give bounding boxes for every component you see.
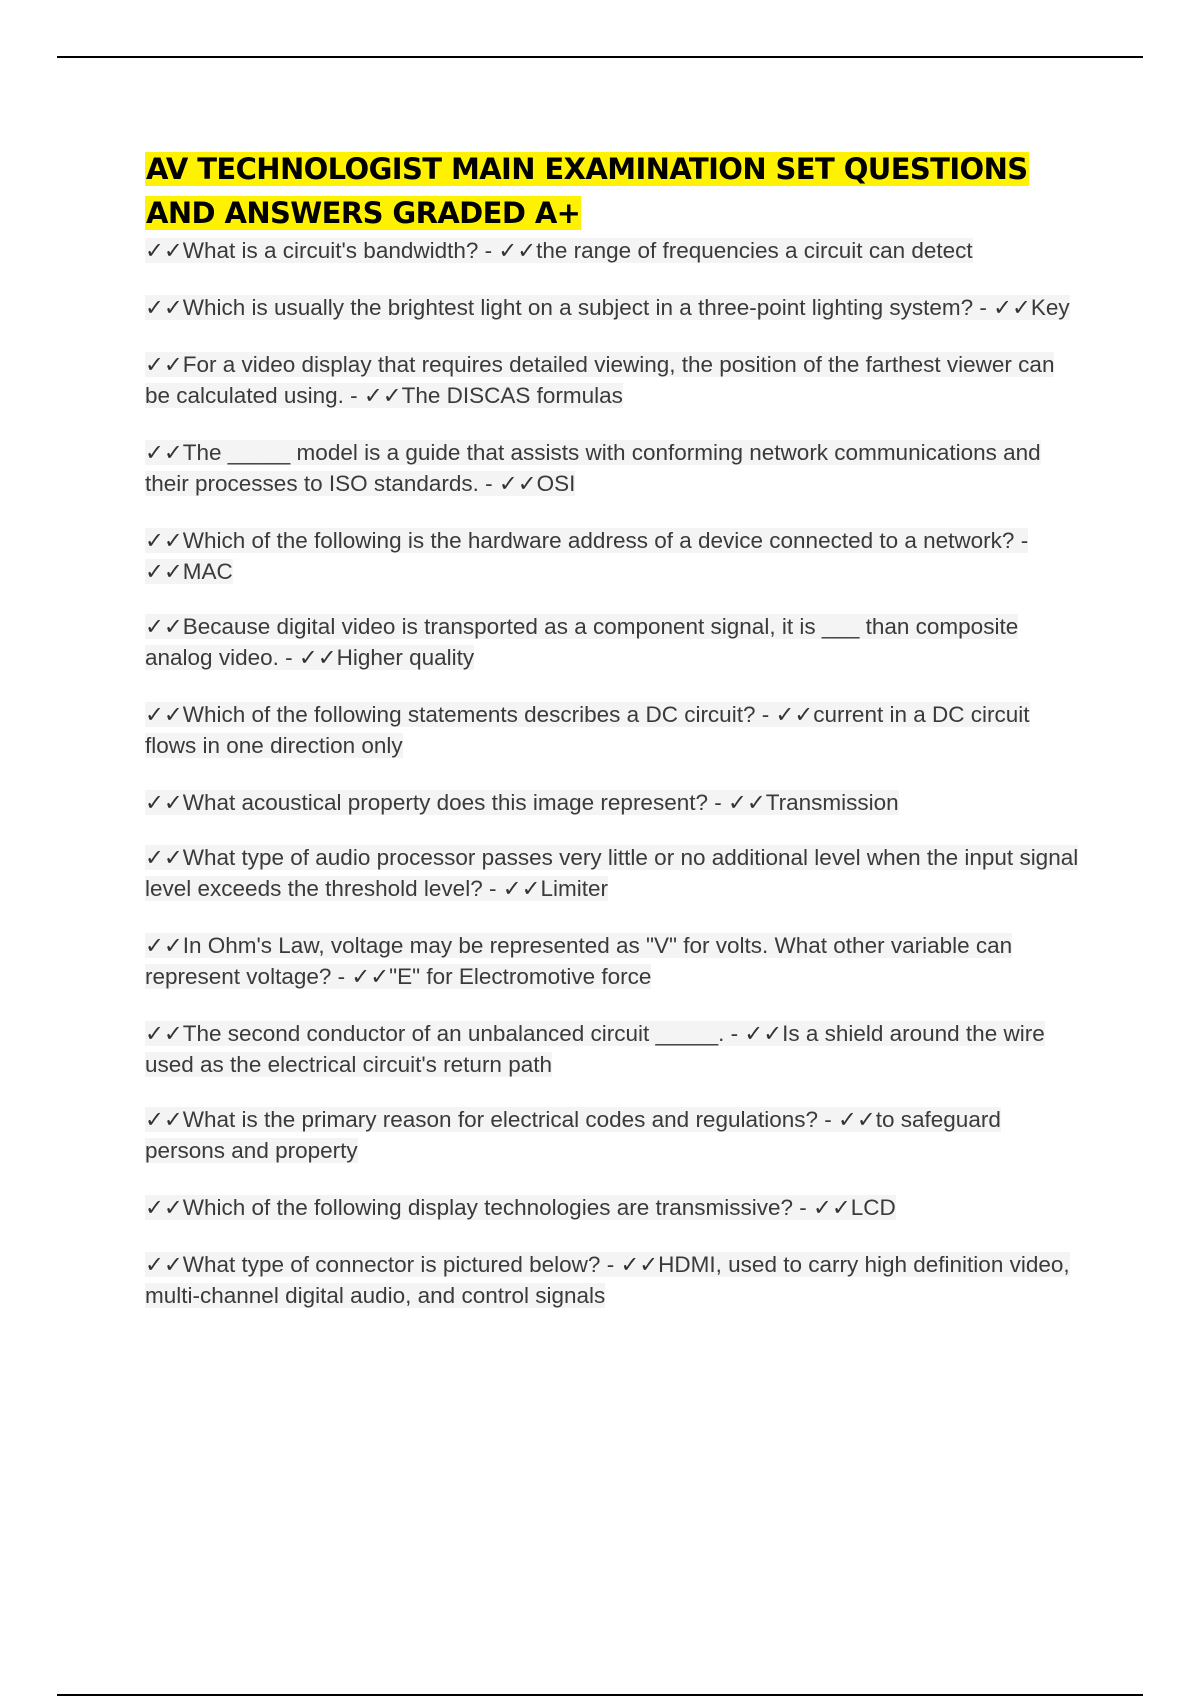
double-check-icon: ✓✓	[502, 876, 541, 901]
qa-separator: -	[755, 702, 776, 727]
answer-text: the range of frequencies a circuit can detect	[536, 238, 973, 263]
double-check-icon: ✓✓	[145, 614, 183, 639]
qa-item	[145, 292, 1085, 323]
qa-text	[145, 238, 973, 263]
answer-text: Higher quality	[336, 645, 475, 670]
qa-separator: -	[1014, 528, 1029, 553]
qa-item	[145, 1018, 1085, 1080]
qa-item	[145, 930, 1085, 992]
qa-text	[145, 1195, 896, 1220]
question-text: In Ohm's Law, voltage may be represented as "V" for volts. What other variable can represent voltage?	[145, 933, 1013, 989]
answer-text: The DISCAS formulas	[401, 383, 623, 408]
qa-item	[145, 842, 1085, 904]
double-check-icon: ✓✓	[145, 1021, 183, 1046]
qa-separator: -	[793, 1195, 814, 1220]
double-check-icon: ✓✓	[145, 559, 183, 584]
double-check-icon: ✓✓	[145, 352, 183, 377]
question-text: Which of the following statements describes a DC circuit?	[182, 702, 756, 727]
question-text: What type of connector is pictured below?	[182, 1252, 601, 1277]
double-check-icon: ✓✓	[145, 1195, 183, 1220]
qa-item	[145, 437, 1085, 499]
qa-separator: -	[478, 471, 499, 496]
document-title	[145, 147, 1085, 235]
double-check-icon: ✓✓	[993, 295, 1031, 320]
qa-separator: -	[973, 295, 994, 320]
double-check-icon: ✓✓	[145, 845, 183, 870]
double-check-icon: ✓✓	[498, 471, 537, 496]
qa-text	[145, 1252, 1070, 1308]
double-check-icon: ✓✓	[728, 790, 766, 815]
qa-text	[145, 702, 1030, 758]
document-body	[145, 147, 1085, 1311]
qa-item	[145, 787, 1085, 818]
double-check-icon: ✓✓	[298, 645, 337, 670]
qa-item	[145, 1104, 1085, 1166]
qa-item	[145, 235, 1085, 266]
question-text: For a video display that requires detailed viewing, the position of the farthest viewer can be calculated using.	[145, 352, 1055, 408]
double-check-icon: ✓✓	[838, 1107, 876, 1132]
qa-item	[145, 1192, 1085, 1223]
question-text: Because digital video is transported as a component signal, it is ___ than composite analog video.	[145, 614, 1019, 670]
double-check-icon: ✓✓	[145, 1107, 183, 1132]
qa-text	[145, 790, 899, 815]
answer-text: to safeguard persons and property	[145, 1107, 1001, 1163]
answer-text: Key	[1030, 295, 1070, 320]
qa-text	[145, 528, 1028, 584]
qa-separator: -	[331, 964, 352, 989]
double-check-icon: ✓✓	[775, 702, 814, 727]
answer-text: HDMI, used to carry high definition video, multi-channel digital audio, and control signals	[145, 1252, 1070, 1308]
double-check-icon: ✓✓	[145, 295, 183, 320]
top-rule	[57, 56, 1143, 58]
double-check-icon: ✓✓	[145, 1252, 183, 1277]
double-check-icon: ✓✓	[145, 790, 183, 815]
question-text: The _____ model is a guide that assists with conforming network communications and their processes to ISO standards.	[145, 440, 1041, 496]
title-highlight: AV TECHNOLOGIST MAIN EXAMINATION SET QUESTIONS AND ANSWERS GRADED A+	[146, 152, 1028, 230]
qa-item	[145, 349, 1085, 411]
question-text: What is the primary reason for electrical codes and regulations?	[182, 1107, 819, 1132]
qa-item	[145, 699, 1085, 761]
qa-text	[145, 440, 1041, 496]
answer-text: "E" for Electromotive force	[389, 964, 652, 989]
double-check-icon: ✓✓	[145, 528, 183, 553]
qa-item	[145, 1249, 1085, 1311]
double-check-icon: ✓✓	[498, 238, 537, 263]
double-check-icon: ✓✓	[145, 933, 183, 958]
qa-separator: -	[478, 238, 499, 263]
question-text: What type of audio processor passes very little or no additional level when the input signal level exceeds the threshold level?	[145, 845, 1079, 901]
qa-separator: -	[818, 1107, 839, 1132]
question-text: Which is usually the brightest light on a subject in a three-point lighting system?	[182, 295, 974, 320]
qa-item	[145, 525, 1085, 587]
question-text: Which of the following display technologies are transmissive?	[182, 1195, 794, 1220]
question-text: Which of the following is the hardware address of a device connected to a network?	[182, 528, 1015, 553]
answer-text: MAC	[182, 559, 233, 584]
answer-text: LCD	[850, 1195, 896, 1220]
qa-separator: -	[600, 1252, 621, 1277]
qa-separator: -	[343, 383, 364, 408]
answer-text: OSI	[536, 471, 576, 496]
question-text: What is a circuit's bandwidth?	[182, 238, 479, 263]
double-check-icon: ✓✓	[363, 383, 402, 408]
qa-separator: -	[482, 876, 503, 901]
answer-text: Transmission	[765, 790, 899, 815]
answer-text: Limiter	[540, 876, 608, 901]
double-check-icon: ✓✓	[813, 1195, 851, 1220]
answer-text: Is a shield around the wire used as the electrical circuit's return path	[145, 1021, 1045, 1077]
qa-separator: -	[278, 645, 299, 670]
question-text: The second conductor of an unbalanced circuit _____.	[182, 1021, 725, 1046]
qa-text	[145, 933, 1012, 989]
qa-text	[145, 614, 1018, 670]
qa-item	[145, 611, 1085, 673]
double-check-icon: ✓✓	[620, 1252, 659, 1277]
bottom-rule	[57, 1694, 1143, 1696]
question-text: What acoustical property does this image represent?	[182, 790, 708, 815]
qa-text	[145, 352, 1054, 408]
answer-text: current in a DC circuit flows in one direction only	[145, 702, 1030, 758]
double-check-icon: ✓✓	[145, 238, 183, 263]
qa-separator: -	[724, 1021, 745, 1046]
qa-text	[145, 295, 1070, 320]
qa-list	[145, 235, 1085, 1311]
qa-separator: -	[708, 790, 728, 815]
qa-text	[145, 1107, 1001, 1163]
qa-text	[145, 1021, 1045, 1077]
double-check-icon: ✓✓	[145, 702, 183, 727]
double-check-icon: ✓✓	[145, 440, 183, 465]
double-check-icon: ✓✓	[744, 1021, 783, 1046]
double-check-icon: ✓✓	[351, 964, 390, 989]
qa-text	[145, 845, 1078, 901]
